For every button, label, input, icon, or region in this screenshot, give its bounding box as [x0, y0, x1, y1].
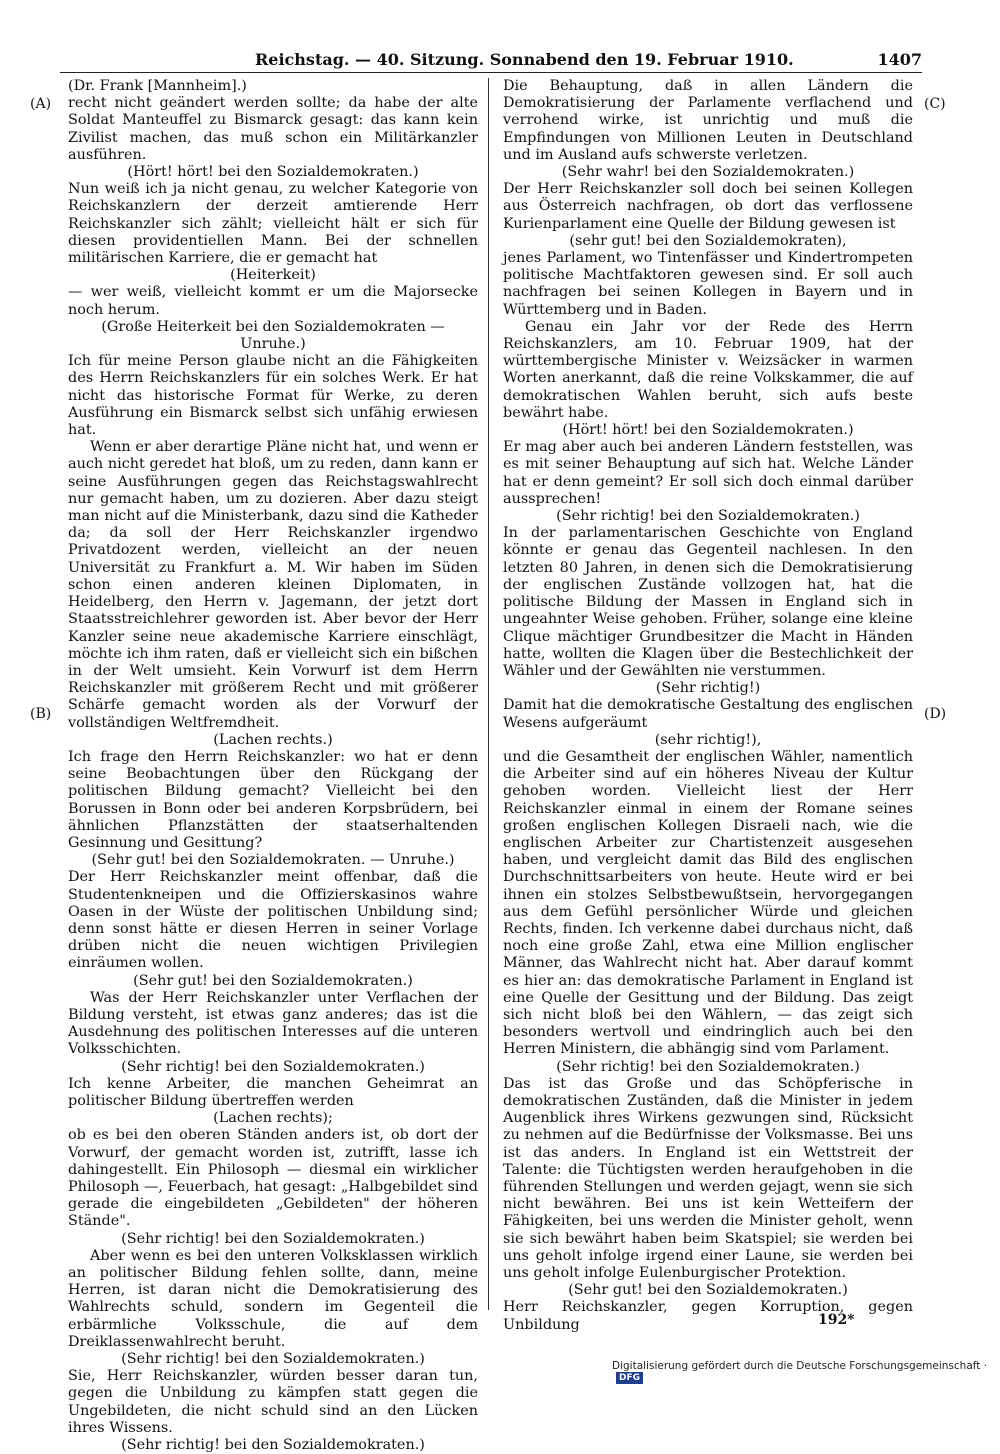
interjection: (Hört! hört! bei den Sozialdemokraten.) [562, 422, 854, 439]
interjection: (Sehr richtig! bei den Sozialdemokraten.) [121, 1230, 425, 1247]
paragraph: Ich frage den Herrn Reichskanzler: wo hat er denn seine Beobachtungen über den Rückgang der politischen Bildung gemacht? Vielleicht bei den Borussen in Bonn oder bei anderen Korpsbrüdern, bei ähnlichen Pflanzstätten der staatserhaltenden Gesinnung und Gesittung? [68, 748, 478, 851]
paragraph: Das ist das Große und das Schöpferische in demokratischen Zuständen, daß die Minister in jedem Augenblick ihres Wirkens gezwungen sind, Rücksicht zu nehmen auf die Bedürfnisse der Volksmasse. Bei uns ist das anders. In England ist ein Wettstreit der Talente: die Tüchtigsten werden heraufgehoben in die führenden Stellungen und werden gejagt, wenn sie sich nicht bewähren. Bei uns ist kein Wetteifern der Fähigkeiten, bei uns werden die Minister geholt, wenn sie sich bewährt haben beim Skatspiel; sie werden bei uns geholt infolge irgend einer Laune, sie werden bei uns geholt infolge Eulenburgischer Protektion. [503, 1075, 913, 1282]
paragraph: Wenn er aber derartige Pläne nicht hat, und wenn er auch nicht geredet hat bloß, um zu reden, dann kann er seine Ausführungen gegen das Reichstagswahlrecht nur gemacht haben, um zu dozieren. Aber dazu steigt man nicht auf die Ministerbank, dazu sind die Katheder da; da soll der Herr Reichskanzler irgendwo Privatdozent werden, vielleicht an der neuen Universität zu Frankfurt a. M. Wir haben im Süden schon einen anderen kleinen Diplomaten, in Heidelberg, den Herrn v. Jagemann, der jetzt dort Staatsstreichlehrer geworden ist. Aber bevor der Herr Kanzler seine neue akademische Karriere einschlägt, möchte ich ihm raten, daß er vielleicht sich ein bißchen in der Welt umsieht. Kein Vorwurf ist dem Herrn Reichskanzler mit größerem Recht und mit größerer Schärfe gemacht worden als der Vorwurf der vollständigen Weltfremdheit. [68, 439, 478, 731]
margin-marker-c: (C) [924, 96, 946, 112]
footer [612, 1360, 1000, 1384]
paragraph: Er mag aber auch bei anderen Ländern feststellen, was es mit seiner Behauptung auf sich hat. Welche Länder hat er denn gemeint? Er soll sich doch einmal darüber aussprechen! [503, 439, 913, 507]
interjection: (Lachen rechts); [213, 1110, 333, 1127]
paragraph: Was der Herr Reichskanzler unter Verflachen der Bildung versteht, ist etwas ganz anderes; das ist die Ausdehnung des politischen Interesses auf die unteren Volksschichten. [68, 989, 478, 1058]
margin-marker-b: (B) [30, 706, 52, 722]
paragraph: Aber wenn es bei den unteren Volksklassen wirklich an politischer Bildung fehlen sollte, dann, meine Herren, ist daran nicht die Demokratisierung des Wahlrechts schuld, sondern im Gegenteil die erbärmliche Volksschule, die auf dem Dreiklassenwahlrecht beruht. [68, 1247, 478, 1350]
paragraph: Der Herr Reichskanzler meint offenbar, daß die Studentenkneipen und die Offizierskasinos wahre Oasen in der Wüste der politischen Unbildung sind; denn sonst hätte er diesen Herren in seiner Vorlage drüben nicht die neuen wichtigen Privilegien einräumen wollen. [68, 869, 478, 972]
right-column [503, 78, 913, 1334]
running-title: Reichstag. — 40. Sitzung. Sonnabend den 19. Februar 1910. [255, 50, 794, 69]
paragraph: Sie, Herr Reichskanzler, würden besser daran tun, gegen die Unbildung zu kämpfen statt gegen die Ungebildeten, die nicht schuld sind an den Lücken ihres Wissens. [68, 1368, 478, 1436]
paragraph: — wer weiß, vielleicht kommt er um die Majorsecke noch herum. [68, 284, 478, 318]
dfg-logo: DFG [616, 1372, 643, 1384]
header-rule [60, 72, 922, 73]
interjection: (Sehr gut! bei den Sozialdemokraten.) [568, 1282, 848, 1299]
interjection: (Sehr richtig! bei den Sozialdemokraten.) [556, 1058, 860, 1075]
interjection: (Sehr gut! bei den Sozialdemokraten.) [133, 972, 413, 989]
footer-text: Digitalisierung gefördert durch die Deutsche Forschungsgemeinschaft · [612, 1360, 988, 1372]
interjection: (Sehr gut! bei den Sozialdemokraten. — Unruhe.) [91, 852, 455, 869]
interjection: (Sehr richtig!) [655, 680, 761, 697]
paragraph: Die Behauptung, daß in allen Ländern die Demokratisierung der Parlamente verflachend und verrohend wirke, ist unrichtig und muß die Empfindungen von Millionen Leuten in Deutschland und im Ausland aufs schwerste verletzen. [503, 78, 913, 163]
interjection: (sehr richtig!), [654, 731, 762, 748]
paragraph: Herr Reichskanzler, gegen Korruption, gegen Unbildung [503, 1299, 913, 1333]
interjection: (Sehr richtig! bei den Sozialdemokraten.) [121, 1351, 425, 1368]
interjection: (sehr gut! bei den Sozialdemokraten), [569, 232, 847, 249]
page-header [60, 48, 922, 70]
page-number: 1407 [877, 50, 922, 69]
paragraph: recht nicht geändert werden sollte; da habe der alte Soldat Manteuffel zu Bismarck gesagt: das kann kein Zivilist machen, das muß schon ein Militärkanzler ausführen. [68, 95, 478, 163]
left-column [68, 78, 478, 1454]
interjection: (Sehr richtig! bei den Sozialdemokraten.) [121, 1437, 425, 1454]
column-divider [488, 78, 489, 1310]
margin-marker-d: (D) [924, 706, 947, 722]
paragraph: Der Herr Reichskanzler soll doch bei seinen Kollegen aus Österreich nachfragen, ob dort das verflossene Kurienparlament eine Quelle der Bildung gewesen ist [503, 181, 913, 232]
interjection: (Hört! hört! bei den Sozialdemokraten.) [127, 164, 419, 181]
interjection: (Lachen rechts.) [213, 731, 333, 748]
margin-marker-a: (A) [30, 96, 52, 112]
paragraph: Ich kenne Arbeiter, die manchen Geheimrat an politischer Bildung übertreffen werden [68, 1075, 478, 1109]
interjection: (Sehr richtig! bei den Sozialdemokraten.) [556, 508, 860, 525]
paragraph: Genau ein Jahr vor der Rede des Herrn Reichskanzlers, am 10. Februar 1909, hat der württembergische Minister v. Weizsäcker in warmen Worten anerkannt, daß die reine Volkskammer, die auf demokratischen Wahlen beruht, sich aufs beste bewährt habe. [503, 318, 913, 421]
interjection: (Heiterkeit) [230, 267, 316, 284]
paragraph: In der parlamentarischen Geschichte von England könnte er genau das Gegenteil nachlesen. In den letzten 80 Jahren, in denen sich die Demokratisierung der englischen Zustände vollzogen hat, hat die politische Bildung der Massen in England sich in ungeahnter Weise gehoben. Früher, solange eine kleine Clique mächtiger Grundbesitzer die Macht in Händen hatte, wollten die Klagen über die Bestechlichkeit der Wähler und der Gewählten nie verstummen. [503, 525, 913, 679]
interjection: (Sehr richtig! bei den Sozialdemokraten.) [121, 1058, 425, 1075]
paragraph: jenes Parlament, wo Tintenfässer und Kindertrompeten politische Machtfaktoren gewesen sind. Er soll auch nachfragen bei seinen Kollegen in Bayern und in Württemberg und in Baden. [503, 250, 913, 318]
paragraph: und die Gesamtheit der englischen Wähler, namentlich die Arbeiter sind auf ein höheres Niveau der Kultur gehoben worden. Vielleicht liest der Herr Reichskanzler einmal in einem der Romane seines großen englischen Kollegen Disraeli nach, wie die englischen Arbeiter zur Chartistenzeit ausgesehen haben, und vergleicht damit das Bild des englischen Durchschnittsarbeiters von heute. Heute wird er bei ihnen ein stolzes Selbstbewußtsein, hervorgegangen aus dem Gefühl persönlicher Würde und gleichen Rechts, finden. Ich verkenne dabei durchaus nicht, daß noch eine große Zahl, etwa eine Million englischer Männer, das Wahlrecht nicht hat. Aber darauf kommt es hier an: das demokratische Parlament in England ist eine Quelle der Gesittung und der Bildung. Das zeigt sich nicht bloß bei den Wählern, — das zeigt sich besonders wertvoll und eindringlich auch bei den Herren Ministern, die abhängig sind vom Parlament. [503, 748, 913, 1058]
paragraph: Damit hat die demokratische Gestaltung des englischen Wesens aufgeräumt [503, 697, 913, 731]
paragraph: ob es bei den oberen Ständen anders ist, ob dort der Vorwurf, der gemacht worden ist, zutrifft, lasse ich dahingestellt. Ein Philosoph — diesmal ein wirklicher Philosoph —, Feuerbach, hat gesagt: „Halbgebildet sind gerade die eingebildeten „Gebildeten" der höheren Stände". [68, 1127, 478, 1230]
paragraph: (Dr. Frank [Mannheim].) [68, 78, 247, 94]
paragraph: Ich für meine Person glaube nicht an die Fähigkeiten des Herrn Reichskanzlers für ein solches Werk. Er hat nicht das historische Format für Werke, zu deren Ausführung ein Bismarck selbst sich unfähig erwiesen hat. [68, 353, 478, 439]
interjection: (Sehr wahr! bei den Sozialdemokraten.) [561, 164, 855, 181]
interjection: (Große Heiterkeit bei den Sozialdemokraten — Unruhe.) [101, 318, 445, 353]
paragraph: Nun weiß ich ja nicht genau, zu welcher Kategorie von Reichskanzlern der derzeit amtierende Herr Reichskanzler sich zählt; vielleicht hält er sich für diesen providentiellen Mann. Bei der schnellen militärischen Karriere, die er gemacht hat [68, 181, 478, 267]
signature-mark: 192* [818, 1312, 855, 1328]
